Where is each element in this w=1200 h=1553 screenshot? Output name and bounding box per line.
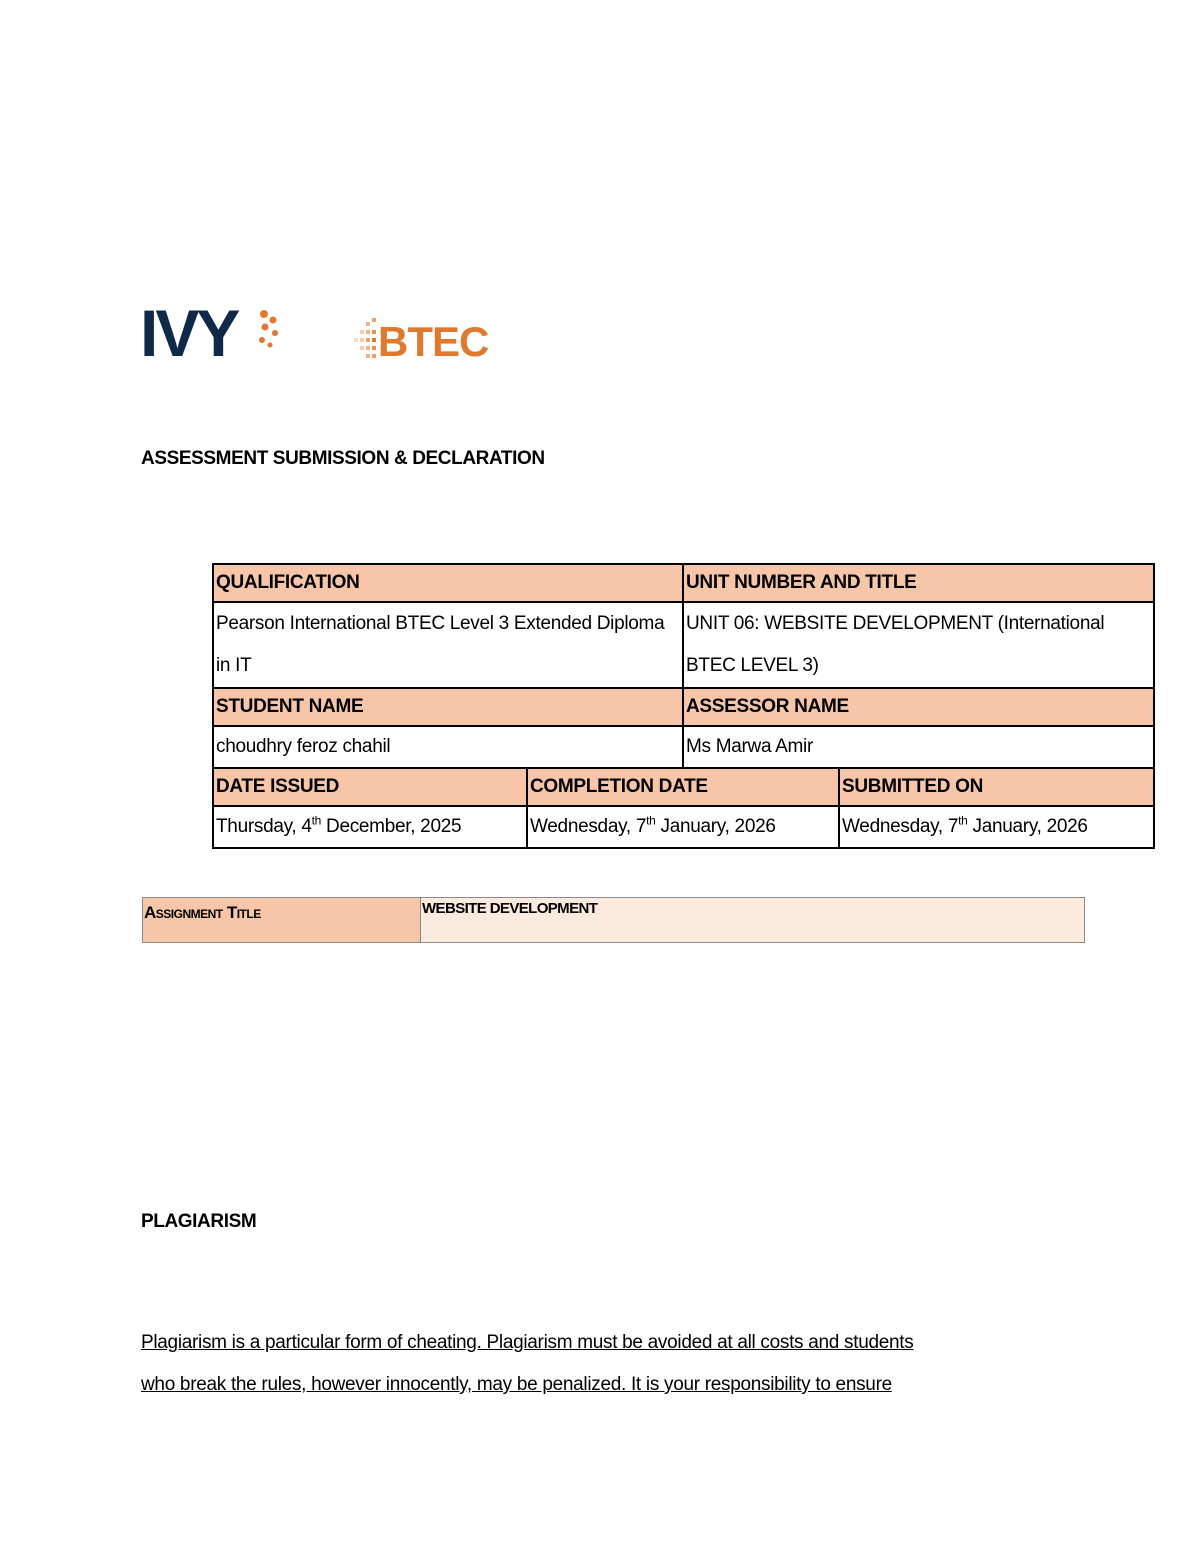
ivy-logo-dot <box>262 324 269 331</box>
ivy-logo-dot <box>270 317 277 324</box>
btec-logo-dot <box>372 318 376 322</box>
ivy-logo <box>140 300 290 362</box>
btec-logo-dot <box>360 338 364 342</box>
btec-logo <box>352 310 502 364</box>
qualification-value: Pearson International BTEC Level 3 Extended Diploma in IT <box>213 602 683 688</box>
submitted-on-label: SUBMITTED ON <box>839 768 1154 806</box>
table-row <box>213 564 1154 602</box>
table-row <box>213 602 1154 688</box>
submitted-on-text: Wednesday, 7 <box>842 816 959 837</box>
btec-logo-dot <box>372 346 376 350</box>
table-row <box>213 726 1154 768</box>
btec-logo-dot <box>360 346 364 350</box>
btec-logo-dot <box>372 354 376 358</box>
table-row <box>213 688 1154 726</box>
plagiarism-heading: PLAGIARISM <box>141 1211 257 1232</box>
submitted-on-value <box>839 806 1154 848</box>
btec-logo-dot <box>366 346 370 350</box>
ivy-logo-dot <box>272 330 278 336</box>
completion-date-label: COMPLETION DATE <box>527 768 839 806</box>
student-name-label: STUDENT NAME <box>213 688 683 726</box>
assessor-name-value: Ms Marwa Amir <box>683 726 1154 768</box>
btec-logo-dot <box>372 330 376 334</box>
completion-date-text: Wednesday, 7 <box>530 816 647 837</box>
date-issued-value <box>213 806 527 848</box>
table-row <box>213 806 1154 848</box>
ivy-logo-text: IVY <box>140 300 238 362</box>
table-row <box>143 898 1085 943</box>
ivy-logo-dot <box>268 343 273 348</box>
table-row <box>213 768 1154 806</box>
qualification-label: QUALIFICATION <box>213 564 683 602</box>
completion-date-suffix: th <box>646 813 656 828</box>
page-title: ASSESSMENT SUBMISSION & DECLARATION <box>141 448 545 469</box>
plagiarism-line: who break the rules, however innocently, may be penalized. It is your responsibility to ensure <box>141 1374 892 1395</box>
btec-logo-dot <box>360 330 364 334</box>
date-issued-label: DATE ISSUED <box>213 768 527 806</box>
student-name-value: choudhry feroz chahil <box>213 726 683 768</box>
completion-date-text-rest: January, 2026 <box>655 816 776 837</box>
unit-label: UNIT NUMBER AND TITLE <box>683 564 1154 602</box>
btec-logo-dot <box>372 338 376 342</box>
assignment-title-label: Assignment Title <box>143 898 421 943</box>
unit-value: UNIT 06: WEBSITE DEVELOPMENT (International BTEC LEVEL 3) <box>683 602 1154 688</box>
assessor-name-label: ASSESSOR NAME <box>683 688 1154 726</box>
btec-logo-dot <box>366 322 370 326</box>
submitted-on-suffix: th <box>958 813 968 828</box>
plagiarism-paragraph <box>141 1322 1081 1406</box>
assignment-title-table <box>142 897 1085 943</box>
completion-date-value <box>527 806 839 848</box>
submitted-on-text-rest: January, 2026 <box>967 816 1088 837</box>
date-issued-text-rest: December, 2025 <box>321 816 462 837</box>
btec-logo-text: BTEC <box>378 318 489 364</box>
ivy-logo-dot <box>260 310 268 318</box>
btec-logo-dot <box>354 338 358 342</box>
assignment-title-value: WEBSITE DEVELOPMENT <box>421 898 1085 943</box>
plagiarism-line: Plagiarism is a particular form of cheating. Plagiarism must be avoided at all costs and students <box>141 1332 914 1353</box>
btec-logo-dot <box>366 338 370 342</box>
btec-logo-dot <box>366 330 370 334</box>
date-issued-suffix: th <box>311 813 322 828</box>
assessment-info-table <box>212 563 1155 849</box>
btec-logo-dot <box>366 354 370 358</box>
ivy-logo-dot <box>259 337 265 343</box>
date-issued-text: Thursday, 4 <box>216 816 312 837</box>
